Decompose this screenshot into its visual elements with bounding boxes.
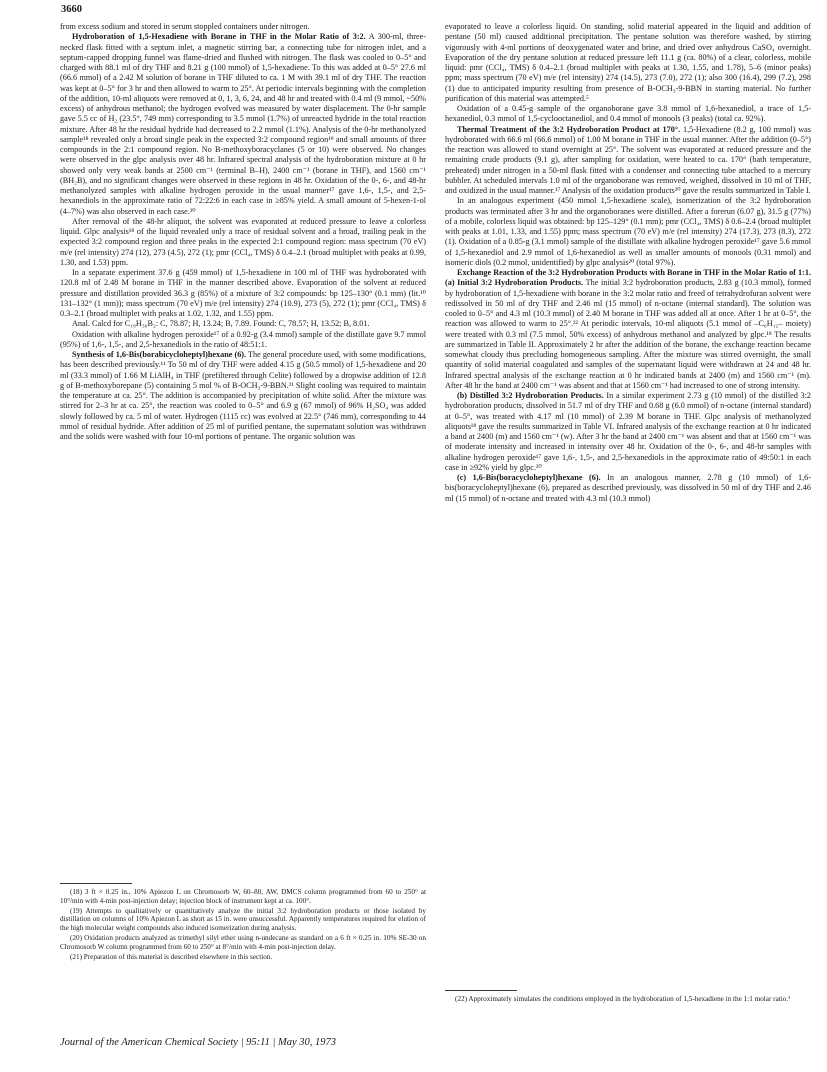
section-heading: (b) Distilled 3:2 Hydroboration Products. <box>457 391 604 400</box>
paragraph <box>60 330 426 351</box>
paragraph-text: In a separate experiment 37.6 g (459 mmol) of 1,5-hexadiene in 100 ml of THF was hydroborated with 120.8 ml of 2.48 M borane in THF in the manner described above. Evaporation of the solvent at reduced pressure and distillation provided 36.3 g (85%) of a mixture of 3:2 compounds: bp 125–130° (0.1 mm) (lit.¹⁰ 131–132° (1 mm)); mass spectrum (70 eV) m/e (rel intensity) 274 (10.9), 273 (5), 272 (1); pmr (CCl₄, TMS) δ 0.3–2.1 (broad multiplet with peaks at 1.02, 1.32, and 1.55) ppm. <box>60 268 426 318</box>
paragraph-text: In an analogous experiment (450 mmol 1,5-hexadiene scale), isomerization of the 3:2 hydroboration products was terminated after 3 hr and the organoboranes were distilled. After a forerun (6.07 g), 31.5 g (77%) of a mobile, colorless liquid was obtained: bp 125–129° (0.1 mm); pmr (CCl₄, TMS) δ 0.6–2.4 (broad multiplet with peaks at 1.01, 1.33, and 1.55) ppm; mass spectrum (70 eV) m/e (rel intensity) 274 (17.3), 273 (8.3), 272 (1). Oxidation of a 0.85-g (3.1 mmol) sample of the distillate with alkaline hydrogen peroxide¹⁷ gave 5.6 mmol of 1,5-hexanediol and 2.9 mmol of 1,6-hexanediol as well as smaller amounts of monools (0.31 mmol) and isomeric diols (0.2 mmol, unidentified) by glpc analysis²⁰ (total 97%). <box>445 196 811 267</box>
footnote: (21) Preparation of this material is described elsewhere in this section. <box>70 952 273 961</box>
paragraph-text: The general procedure used, with some modifications, has been described previously.¹¹ To 50 ml of dry THF were added 4.15 g (50.5 mmol) of 1,5-hexadiene and 20 ml (33.3 mmol) of 1.66 M LiAlH₄ in THF (prefiltered through Celite) followed by a dropwise addition of 12.8 g of B-methoxyborepane (5) containing 5 mol % of B-OCH₃-9-BBN.²¹ Slight cooling was required to maintain the temperature at ca. 25°. The addition is accompanied by precipitation of white solid. After the mixture was stirred for 2–3 hr at ca. 25°, the reaction was cooled to 0–5° and 6.9 g (67 mmol) of 96% H₂SO₄ was added slowly followed by ca. 5 ml of water. Hydrogen (1115 cc) was evolved at 22.5° (746 mm), corresponding to 44 mmol of residual hydride. After addition of 25 ml of purified pentane, the supernatant solution was withdrawn and the solids were washed with four 10-ml portions of pentane. The organic solution was <box>60 350 426 441</box>
paragraph-text: A 300-ml, three-necked flask fitted with a septum inlet, a magnetic stirring bar, a connecting tube for nitrogen inlet, and a septum-capped dropping funnel was flame-dried and flushed with nitrogen. The flask was cooled to 0–5° and charged with 88.1 ml of dry THF and 8.21 g (100 mmol) of 1,5-hexadiene. To this was added at 0–5° 27.6 ml (66.6 mmol) of a 2.42 M solution of borane in THF diluted to ca. 1 M with 39.1 ml of dry THF. The reaction was kept at 0–5° for 3 hr and then allowed to warm to 25°. At periodic intervals beginning with the completion of the addition, 10-ml aliquots were removed at 0, 1, 3, 6, 24, and 48 hr and treated with 0.4 ml (9 mmol, ~50% excess) of anhydrous methanol; the hydrogen evolved was measured by water displacement. The 0-hr sample gave 5.5 cc of H₂ (23.5°, 749 mm) corresponding to 3.5 mmol (1.7%) of unreacted hydride in the total reaction mixture. After 48 hr the residual hydride had decreased to 2.2 mmol (1.1%). Analysis of the 0-hr methanolyzed sample¹⁸ revealed only a broad single peak in the expected 3:2 compound region¹⁹ and small amounts of three compounds in the 2:1 compound region. No B-methoxyboracyclanes (5 or 10) were observed. No changes were observed in the glpc analysis over 48 hr. Infrared spectral analysis of the hydroboration mixture at 0 hr showed only very weak bands at 2500 cm⁻¹ (terminal B–H), 2400 cm⁻¹ (borane in THF), and 1560 cm⁻¹ (BH₂B), and no significant changes were observed in these regions in 48 hr. Oxidation of the 0-, 6-, and 48-hr methanolyzed samples with alkaline hydrogen peroxide in the usual manner¹⁷ gave 1,6-, 1,5-, and 2,5-hexanediols in the approximate ratio of 72:22:6 in each case in ≥85% yield. A small amount of 5-hexen-1-ol (4–7%) was also observed in each case.²⁰ <box>60 32 427 216</box>
paragraph <box>445 391 811 473</box>
paragraph-text: 1,5-Hexadiene (8.2 g, 100 mmol) was hydroborated with 66.6 ml (66.6 mmol) of 1.00 M borane in THF in the usual manner. After the addition (0–5°) the reaction was allowed to stand overnight at 25°. The solvent was evaporated at reduced pressure and the remaining crude products (9.1 g), after sampling for oxidation, were heated to ca. 170° (bath temperature, preheated) under nitrogen in a 50-ml flask fitted with a condenser and connecting tube attached to a mercury bubbler. At scheduled intervals 1.0 ml of the organoborane was removed, weighed, dissolved in 10 ml of THF, and oxidized in the usual manner.¹⁷ Analysis of the oxidation products²⁰ gave the results summarized in Table I. <box>445 124 811 195</box>
paragraph-text: evaporated to leave a colorless liquid. On standing, solid material appeared in the liquid and addition of pentane (50 ml) caused additional precipitation. The pentane solution was therefore washed, by stirring vigorously with 4-ml portions of deoxygenated water and brine, and dried over anhydrous CaSO₄ overnight. Evaporation of the dry pentane solution at reduced pressure left 11.1 g (ca. 80%) of a clear, colorless, mobile liquid: pmr (CCl₄, TMS) δ 0.4–2.1 (broad multiplet with peaks at 1.30, 1.55, and 1.78), 5–6 (minor peaks) ppm; mass spectrum (70 eV) m/e (rel intensity) 274 (14.5), 273 (7.0), 272 (1); also 300 (16.4), 299 (7.2), 298 (1) due to anticipated impurity resulting from presence of B-OCH₃-9-BBN in starting material. No further purification of this material was attempted.⁵ <box>445 22 811 103</box>
right-column <box>445 22 811 504</box>
paragraph <box>60 32 426 217</box>
footnote-rule-right <box>445 990 517 991</box>
paragraph-text: from excess sodium and stored in serum stoppled containers under nitrogen. <box>60 22 310 31</box>
footnote: (20) Oxidation products analyzed as trimethyl silyl ether using n-undecane as standard on a 6 ft × 0.25 in. 10% SE-30 on Chromosorb W column programmed from 60 to 250° at 8°/min with 4-min post-injection delay. <box>60 933 426 951</box>
paragraph-text: In a similar experiment 2.73 g (10 mmol) of the distilled 3:2 hydroboration products, dissolved in 51.7 ml of dry THF and 0.68 g (6.0 mmol) of n-octane (internal standard) at 0–5°, was treated with 4.17 ml (10 mmol) of 2.39 M borane in THF. Glpc analysis of methanolyzed aliquots¹⁸ gave the results summarized in Table VI. Infrared analysis of the exchange reaction at 0 hr indicated a band at 2400 (m) and 1560 cm⁻¹ (w). After 3 hr the band at 2400 cm⁻¹ was absent and that at 1560 cm⁻¹ was of moderate intensity and increased in intensity over 48 hr. Oxidation of the 0-, 6-, and 48-hr samples with alkaline hydrogen peroxide¹⁷ gave 1,6-, 1,5-, and 2,5-hexanediols in the approximate ratio of 49:50:1 in each case in ≥92% yield by glpc.²⁰ <box>445 391 811 472</box>
paragraph <box>445 268 811 391</box>
section-heading: Exchange Reaction of the 3:2 Hydroboration Products with Borane in THF in the Molar Ratio of 1:1. (a) Initial 3:2 Hydroboration Products. <box>445 268 811 288</box>
paragraph <box>60 22 426 32</box>
footnote-rule-left <box>60 883 132 884</box>
left-footnotes <box>60 888 426 962</box>
right-footnotes <box>445 995 811 1005</box>
journal-footer: Journal of the American Chemical Society | 95:11 | May 30, 1973 <box>60 1037 336 1048</box>
paragraph <box>445 125 811 197</box>
paragraph-text: Anal. Calcd for C₁₈H₃₆B₂: C, 78.87; H, 13.24; B, 7.89. Found: C, 78.57; H, 13.52; B, 8.01. <box>72 319 370 329</box>
footnote: (18) 3 ft × 0.25 in., 10% Apiezon L on Chromosorb W, 60–80, AW, DMCS column programmed from 60 to 250° at 10°/min with 4-min post-injection delay; injection block of instrument kept at ca. 100°. <box>60 888 426 905</box>
paragraph <box>445 22 811 104</box>
paragraph-text: After removal of the 48-hr aliquot, the solvent was evaporated at reduced pressure to leave a colorless liquid. Glpc analysis¹⁸ of the liquid revealed only a trace of residual solvent and a broad, trailing peak in the expected 3:2 compound region and three peaks in the expected 2:1 compound region: mass spectrum (70 eV) m/e (rel intensity) 274 (12), 273 (4.5), 272 (1); pmr (CCl₄, TMS) δ 0.4–2.1 (broad multiplet with peaks at 0.99, 1.30, and 1.53) ppm. <box>60 216 426 267</box>
page-number: 3660 <box>61 4 82 15</box>
paragraph <box>445 473 811 504</box>
paragraph-text: The initial 3:2 hydroboration products, 2.83 g (10.3 mmol), formed by hydroboration of 1,5-hexadiene with borane in the 3:2 molar ratio and freed of tetrahydrofuran solvent were redissolved in 50 ml of dry THF and 2.46 ml (15 mmol) of n-octane (internal standard). The solution was cooled to 0–5° and 4.3 ml (10.3 mmol) of 2.40 M borane in THF was added all at once. After 1 hr at 0–5°, the reaction was allowed to warm to 25°.²² At periodic intervals, 10-ml aliquots (5.1 mmol of –C₆H₁₂– moiety) were treated with 0.3 ml (7.5 mmol, 50% excess) of anhydrous methanol and analyzed by glpc.¹⁸ The results are summarized in Table II. Approximately 2 hr after the addition of the borane, the exchange reaction became somewhat cloudy thus precluding homogeneous sampling. After the mixture was stirred overnight, the small quantity of solid material coagulated and samples of the supernatant liquid were withdrawn at 24 and 48 hr. Infrared spectral analysis of the exchange reaction at 0 hr indicated bands at 2400 (m) and 1560 cm⁻¹ (m). After 48 hr the band at 2400 cm⁻¹ was absent and that at 1560 cm⁻¹ had increased to one of strong intensity. <box>445 278 811 390</box>
section-heading: Thermal Treatment of the 3:2 Hydroboration Product at 170°. <box>457 124 681 134</box>
footnote: (22) Approximately simulates the conditions employed in the hydroboration of 1,5-hexadiene in the 1:1 molar ratio.³ <box>455 995 791 1003</box>
section-heading: Hydroboration of 1,5-Hexadiene with Borane in THF in the Molar Ratio of 3:2. <box>72 32 366 42</box>
paragraph <box>60 350 426 442</box>
paragraph-text: Oxidation with alkaline hydrogen peroxide¹⁷ of a 0.92-g (3.4 mmol) sample of the distillate gave 9.7 mmol (95%) of 1,6-, 1,5-, and 2,5-hexanediols in the ratio of 48:51:1. <box>60 329 426 349</box>
section-heading: Synthesis of 1,6-Bis(borabicycloheptyl)hexane (6). <box>72 350 247 359</box>
paragraph <box>445 196 811 268</box>
paragraph <box>60 268 426 319</box>
section-heading: (c) 1,6-Bis(boracycloheptyl)hexane (6). <box>457 473 601 482</box>
paragraph <box>60 319 426 329</box>
paragraph <box>445 104 811 125</box>
paragraph-text: Oxidation of a 0.45-g sample of the organoborane gave 3.8 mmol of 1,6-hexanediol, a trace of 1,5-hexanediol, 0.3 mmol of 1,5-cyclooctanediol, and 0.4 mmol of monools (3 peaks) (total ca. 92%). <box>445 104 811 124</box>
footnote: (19) Attempts to qualitatively or quantitatively analyze the initial 3:2 hydroboration products or those isolated by distillation on columns of 10% Apiezon L as short as 15 in. were unsuccessful. Apparently temperatures required for elution of the high molecular weight compounds also induced isomerization during analysis. <box>60 906 426 933</box>
paragraph-text: In an analogous manner, 2.78 g (10 mmol) of 1,6-bis(boracycloheptyl)hexane (6), prepared as described previously, was dissolved in 50 ml of dry THF and 2.46 ml (15 mmol) of n-octane and treated with 4.3 ml (10.3 mmol) <box>445 473 811 503</box>
paragraph <box>60 217 426 268</box>
left-column <box>60 22 426 442</box>
